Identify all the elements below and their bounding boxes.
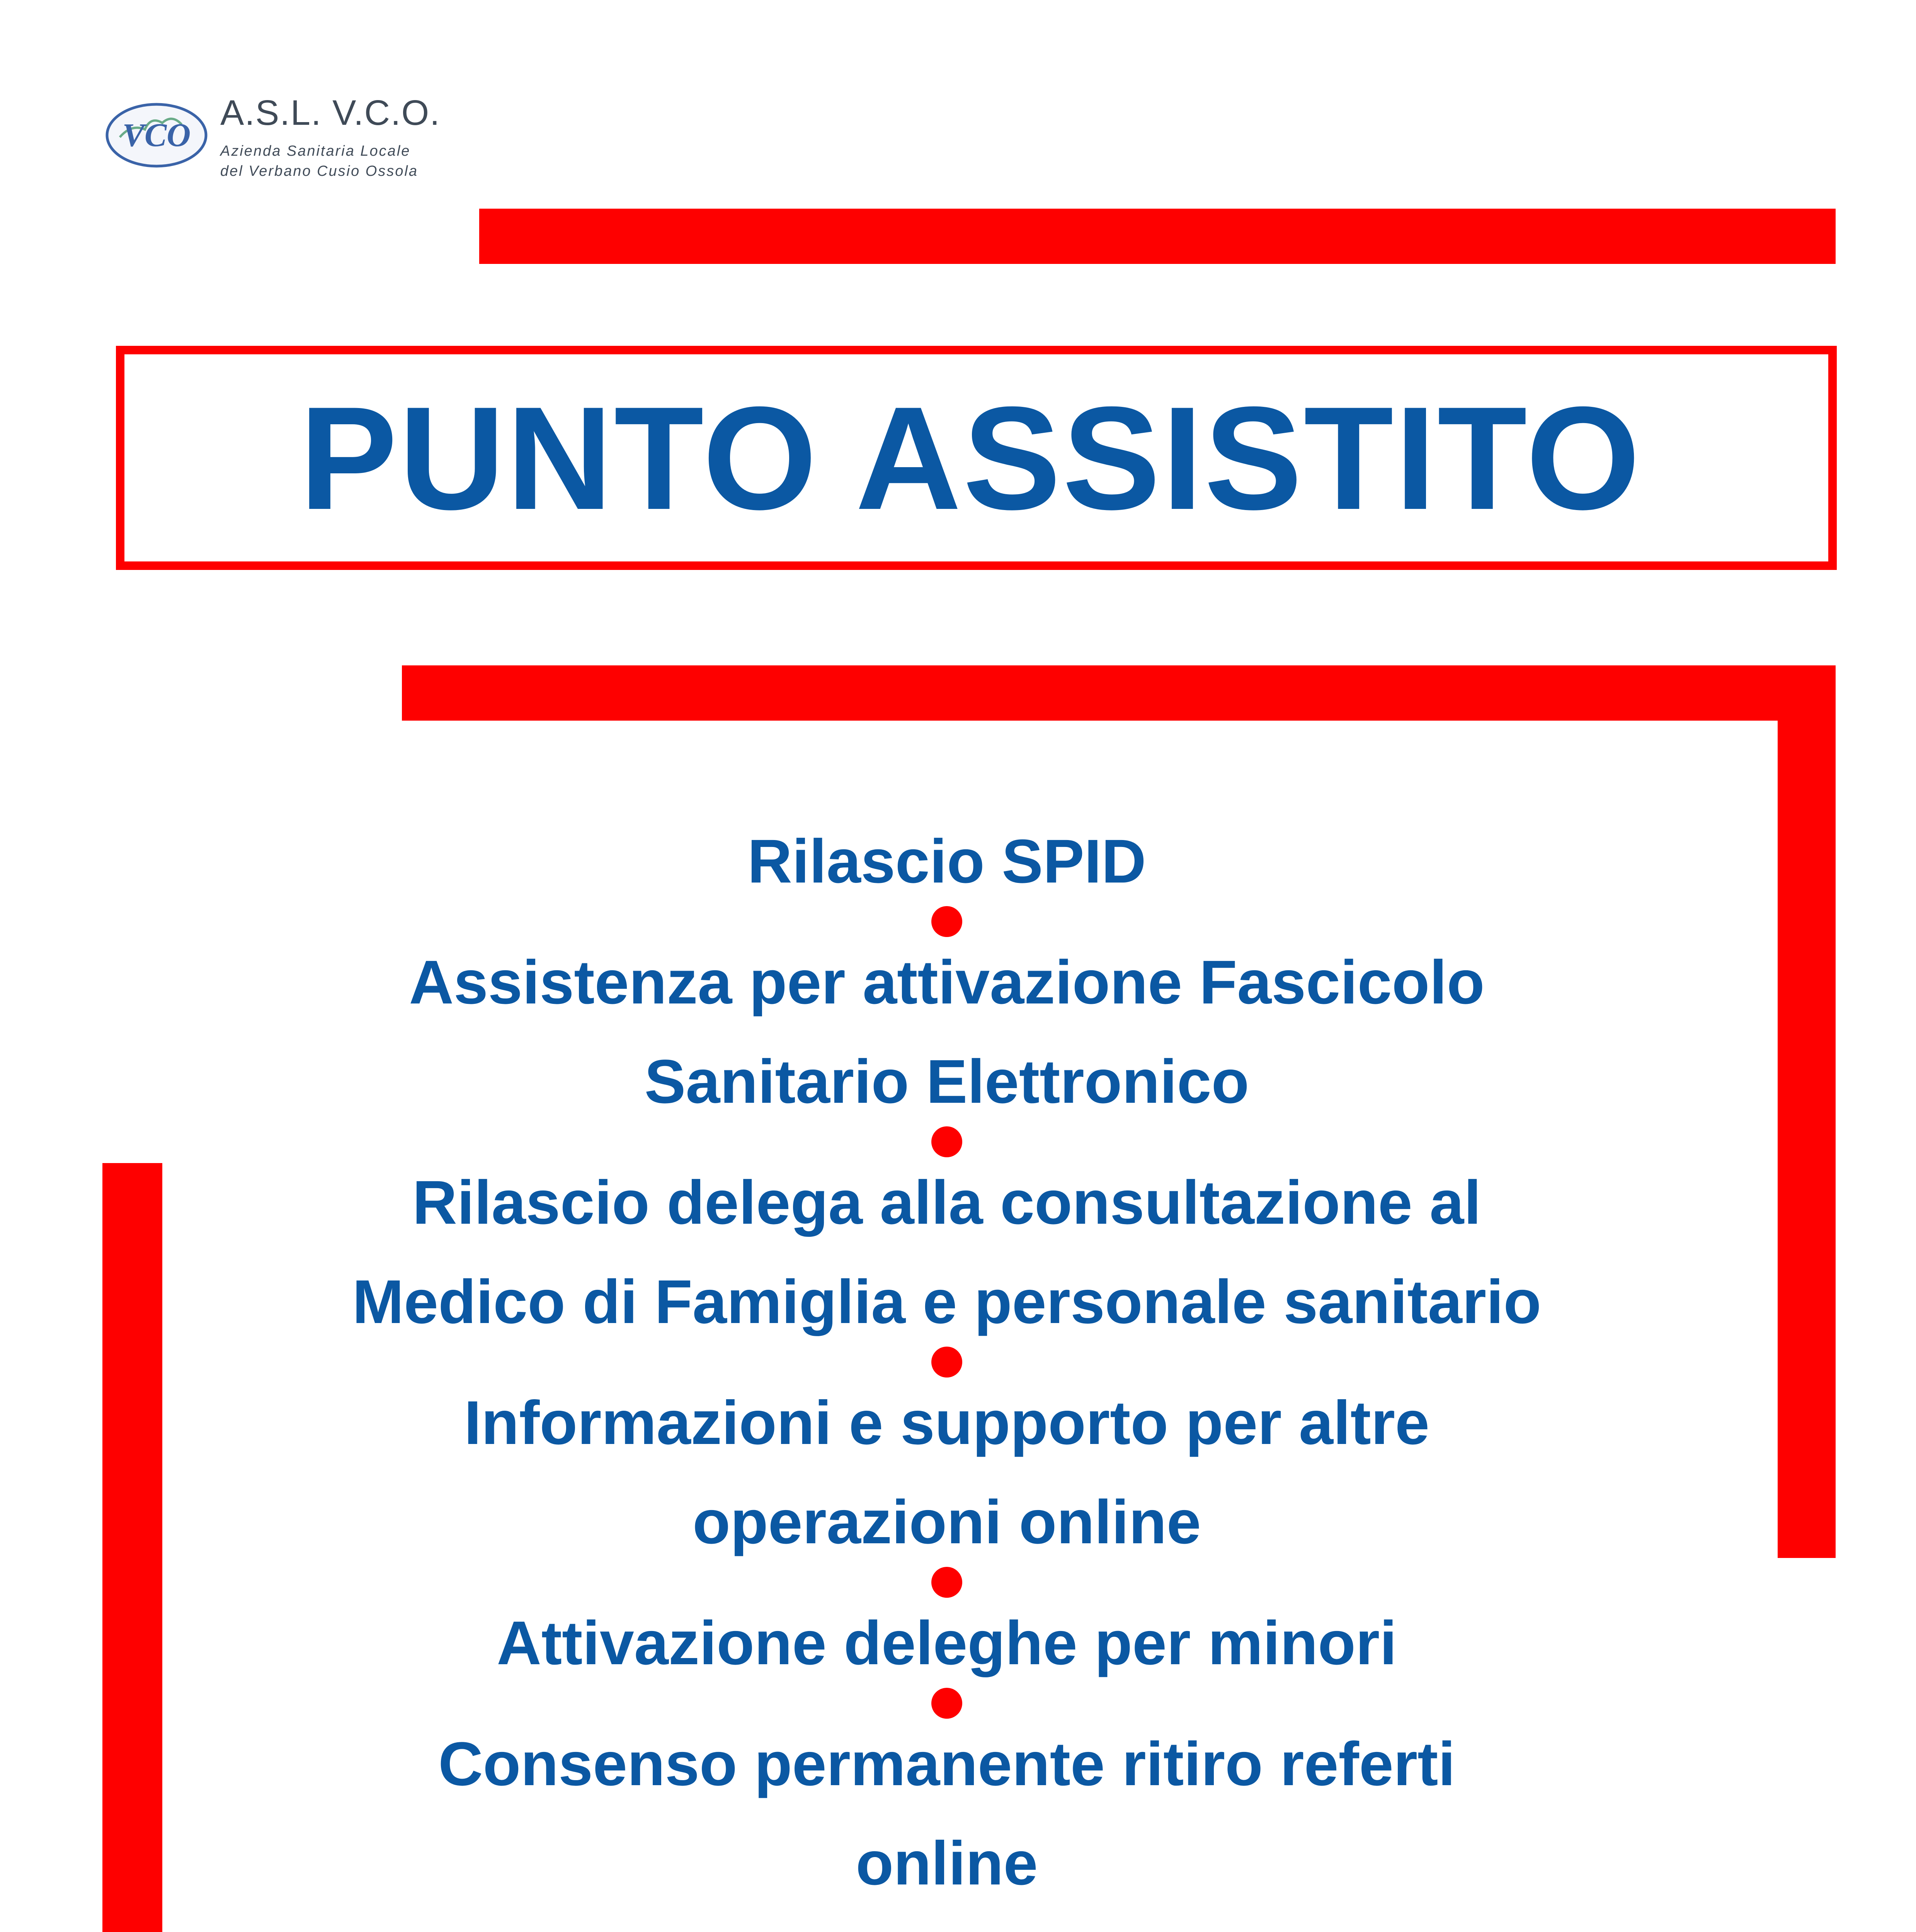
frame-right-bar: [1778, 665, 1836, 1558]
service-line: Rilascio SPID: [747, 827, 1146, 896]
service-item: [271, 1714, 1623, 1913]
service-item: [271, 811, 1623, 911]
logo-subtitle-line1: Azienda Sanitaria Locale: [220, 143, 411, 159]
service-item: [271, 1373, 1623, 1571]
emblem-text: VCO: [122, 116, 191, 153]
service-line: Medico di Famiglia e personale sanitario: [352, 1267, 1542, 1336]
logo-name: A.S.L. V.C.O.: [220, 93, 441, 133]
service-line: Assistenza per attivazione Fascicolo: [409, 947, 1485, 1017]
frame-left-bar: [102, 1163, 162, 1932]
vco-emblem-icon: [104, 100, 209, 170]
top-red-bar: [479, 209, 1836, 264]
service-line: Rilascio delega alla consultazione al: [412, 1168, 1481, 1237]
service-line: online: [856, 1828, 1038, 1898]
service-line: Sanitario Elettronico: [644, 1047, 1249, 1116]
frame-top-bar: [402, 665, 1836, 721]
logo-subtitle-line2: del Verbano Cusio Ossola: [220, 163, 419, 179]
asl-vco-logo: [89, 50, 441, 189]
services-list: [271, 811, 1623, 1913]
page-title: PUNTO ASSISTITO: [299, 376, 1642, 540]
title-box: [116, 346, 1837, 570]
service-line: Informazioni e supporto per altre: [464, 1388, 1430, 1457]
service-line: Consenso permanente ritiro referti: [438, 1729, 1455, 1798]
service-line: Attivazione deleghe per minori: [497, 1608, 1397, 1677]
service-item: [271, 1593, 1623, 1692]
service-line: operazioni online: [693, 1487, 1201, 1556]
service-item: [271, 1153, 1623, 1351]
service-item: [271, 932, 1623, 1131]
